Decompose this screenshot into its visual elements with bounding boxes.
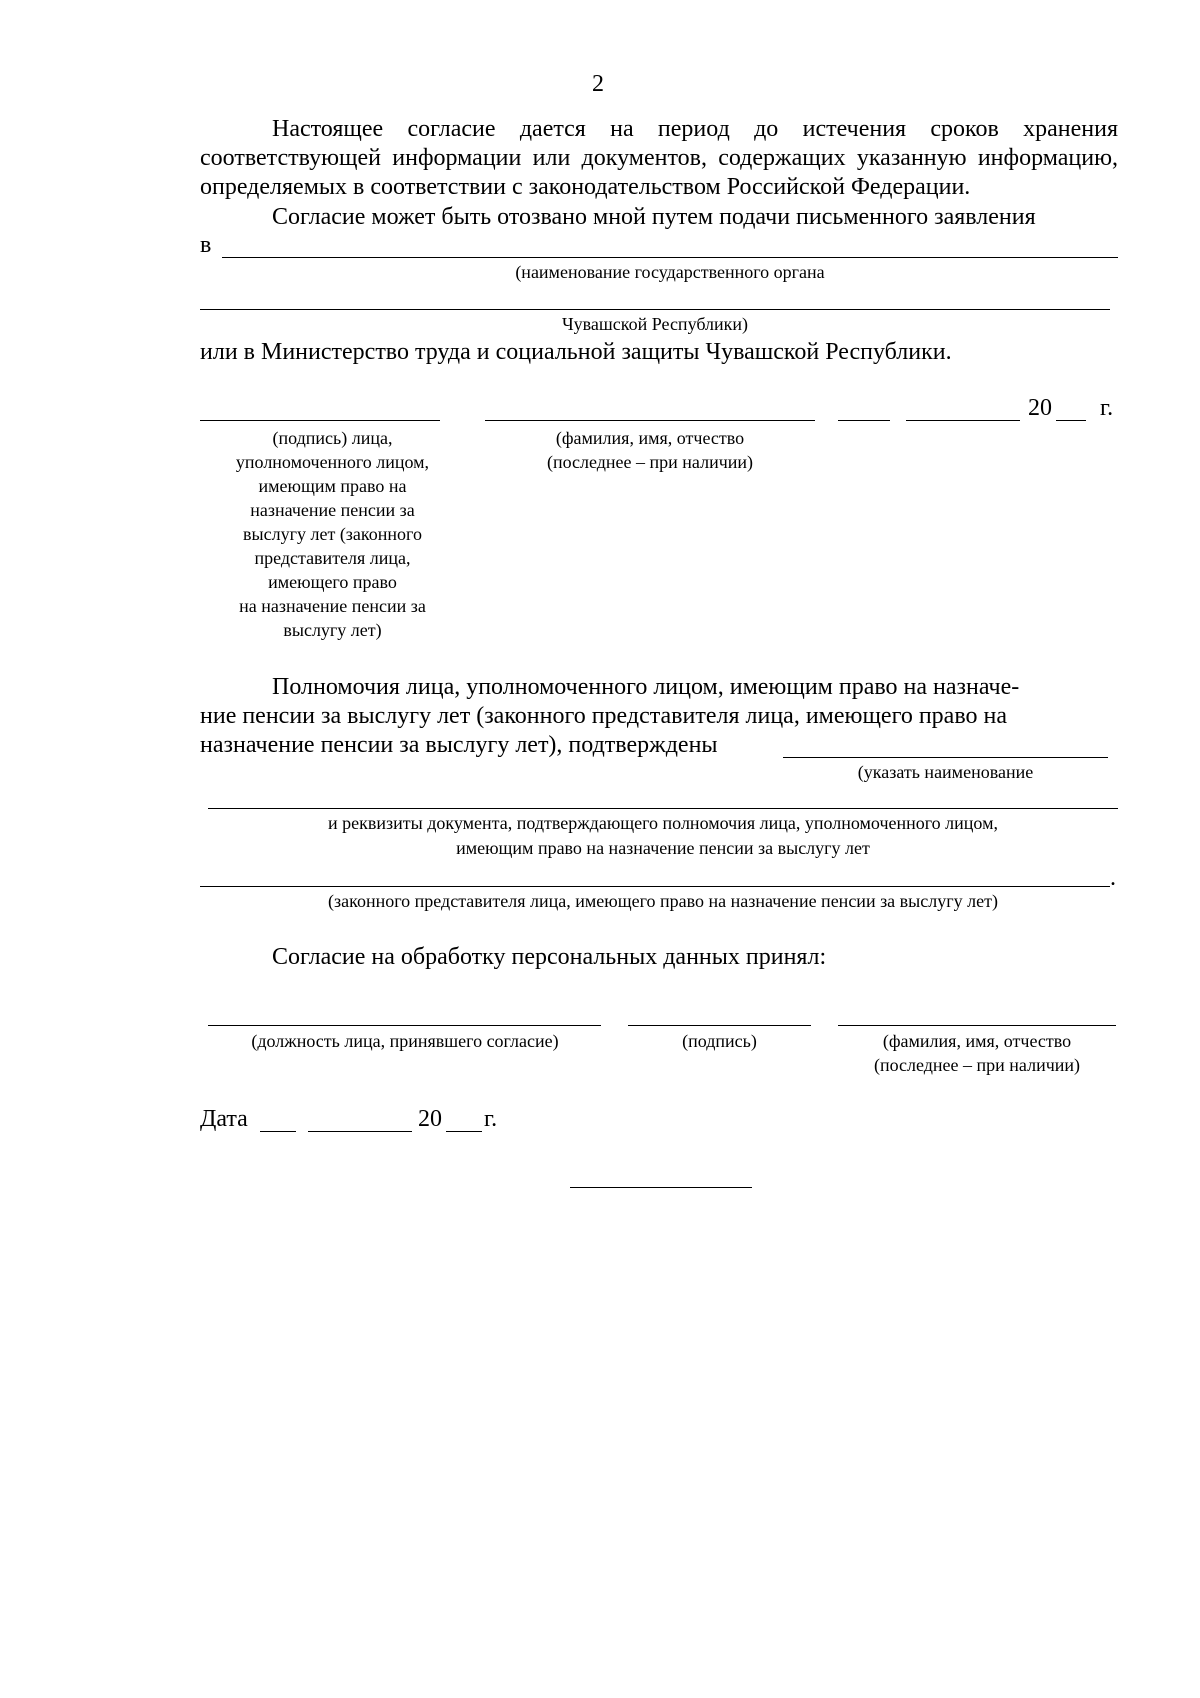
- caption-doc-4: (законного представителя лица, имеющего право на назначение пенсии за выслугу лет): [328, 891, 998, 911]
- caption-signature-line: имеющего право: [268, 572, 397, 592]
- caption-signature-line: на назначение пенсии за: [239, 596, 426, 616]
- authority-doc-line-1[interactable]: [783, 757, 1108, 758]
- date-year-prefix: 20: [418, 1106, 442, 1132]
- position-line[interactable]: [208, 1025, 601, 1026]
- page-number: 2: [592, 71, 604, 97]
- year-prefix: 20: [1028, 395, 1052, 421]
- organ-line-1[interactable]: [222, 257, 1118, 258]
- date-label: Дата: [200, 1106, 248, 1132]
- authority-doc-line-3[interactable]: [200, 886, 1110, 887]
- caption-fio2: [838, 1029, 1116, 1077]
- accepted-line: Согласие на обработку персональных данных принял:: [272, 944, 827, 970]
- caption-signature-line: назначение пенсии за: [250, 500, 415, 520]
- paragraph-withdrawal: Согласие может быть отозвано мной путем подачи письменного заявления: [272, 204, 1036, 230]
- end-divider: [570, 1187, 752, 1188]
- organ-line-2[interactable]: [200, 309, 1110, 310]
- fio-line[interactable]: [485, 420, 815, 421]
- caption-position: (должность лица, принявшего согласие): [251, 1031, 559, 1051]
- date-year-line[interactable]: [446, 1131, 482, 1132]
- caption-doc-3: имеющим право на назначение пенсии за выслугу лет: [456, 838, 870, 858]
- period: .: [1110, 865, 1116, 891]
- caption-signature-line: (подпись) лица,: [272, 428, 393, 448]
- ministry-line: или в Министерство труда и социальной защиты Чувашской Республики.: [200, 339, 952, 365]
- caption-signature-line: выслугу лет (законного: [243, 524, 422, 544]
- prefix-v: в: [200, 232, 212, 258]
- authority-doc-line-2[interactable]: [208, 808, 1118, 809]
- caption-signature-line: имеющим право на: [258, 476, 407, 496]
- caption-fio2-line: (последнее – при наличии): [873, 1055, 1081, 1075]
- signature-line[interactable]: [200, 420, 440, 421]
- caption-signature-line: уполномоченного лицом,: [235, 452, 430, 472]
- date-year-suffix: г.: [484, 1106, 498, 1132]
- caption-signature: [200, 426, 465, 642]
- paragraph-authority-line-3: назначение пенсии за выслугу лет), подтверждены: [200, 732, 718, 758]
- paragraph-consent-period-text: Настоящее согласие дается на период до истечения сроков хранения соответствующей информации или документов, содержащих указанную информацию, определяемых в соответствии с законодательством Российской Федерации.: [200, 116, 1118, 200]
- caption-fio: [485, 426, 815, 474]
- caption-sign: (подпись): [682, 1031, 757, 1051]
- caption-organ-1: (наименование государственного органа: [515, 262, 825, 282]
- caption-signature-line: представителя лица,: [254, 548, 411, 568]
- acceptor-signature-line[interactable]: [628, 1025, 811, 1026]
- day-line[interactable]: [838, 420, 890, 421]
- caption-organ-2: Чувашской Республики): [561, 314, 749, 334]
- caption-fio-line: (последнее – при наличии): [546, 452, 754, 472]
- caption-fio2-line: (фамилия, имя, отчество: [882, 1031, 1072, 1051]
- paragraph-authority-line-1: Полномочия лица, уполномоченного лицом, имеющим право на назначе-: [272, 674, 1020, 700]
- date-day-line[interactable]: [260, 1131, 296, 1132]
- year-line[interactable]: [1056, 420, 1086, 421]
- caption-signature-line: выслугу лет): [283, 620, 382, 640]
- year-suffix: г.: [1100, 395, 1114, 421]
- date-month-line[interactable]: [308, 1131, 412, 1132]
- caption-fio-line: (фамилия, имя, отчество: [555, 428, 745, 448]
- paragraph-consent-period: [200, 115, 1118, 202]
- caption-doc-2: и реквизиты документа, подтверждающего полномочия лица, уполномоченного лицом,: [328, 813, 998, 833]
- acceptor-fio-line[interactable]: [838, 1025, 1116, 1026]
- caption-doc-1: (указать наименование: [857, 762, 1034, 782]
- paragraph-authority-line-2: ние пенсии за выслугу лет (законного представителя лица, имеющего право на: [200, 703, 1007, 729]
- month-line[interactable]: [906, 420, 1020, 421]
